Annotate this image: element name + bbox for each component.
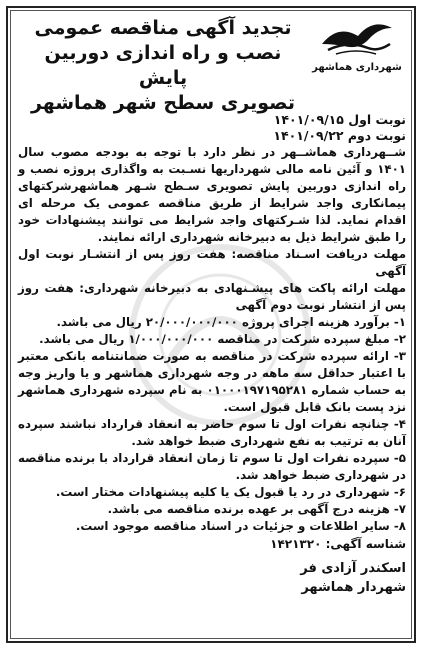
conditions-list [18, 314, 406, 535]
list-item: ۷- هزینه درج آگهی بر عهده برنده مناقصه می باشد. [107, 502, 406, 516]
title-line: تصویری سطح شهر هماشهر [30, 92, 295, 114]
list-item: ۶- شهرداری در رد یا قبول یک یا کلیه پیشنهادات مختار است. [55, 485, 406, 499]
notice-header [18, 14, 406, 114]
list-item: ۱- برآورد هزینه اجرای پروژه ۲۰/۰۰۰/۰۰۰/۰۰۰ ریال می باشد. [56, 315, 406, 329]
title-line: نصب و راه اندازی دوربین پایش [44, 42, 282, 89]
document-receipt-deadline: مهلت دریافت اسـناد مناقصه: هفت روز پس از انتشـار نوبت اول آگهی [18, 247, 406, 278]
notice-title [18, 14, 308, 116]
list-item: ۳- ارائه سپرده شرکت در مناقصه به صورت ضمانتنامه بانکی معتبر با اعتبار حداقل سه ماهه در وجه شهرداری هماشهر و یا واریز وجه به حساب شماره ۰۱۰۰۰۱۹۷۱۹۵۲۸۱ به نام سپرده شهرداری هماشهر نزد پست بانک قابل قبول است. [18, 349, 407, 414]
list-item: ۵- سپرده نفرات اول تا سوم تا زمان انعقاد قرارداد با برنده مناقصه در شهرداری ضبط خواهد شد. [18, 451, 406, 482]
notice-content [18, 14, 406, 597]
signatory-title: شهردار هماشهر [301, 580, 406, 595]
list-item: ۲- مبلغ سپرده شرکت در مناقصه ۱/۰۰۰/۰۰۰/۰۰۰ ریال می باشد. [39, 332, 406, 346]
ad-code: شناسه آگهی: ۱۴۲۱۳۲۰ [270, 537, 406, 551]
list-item: ۸- سایر اطلاعات و جزئیات در اسناد مناقصه موجود است. [75, 519, 406, 533]
publication-dates [18, 112, 406, 144]
logo-org-label: شهرداری هماشهر [312, 62, 402, 73]
signature-block [18, 559, 406, 597]
second-publication-date: نوبت دوم ۱۴۰۱/۰۹/۲۲ [273, 128, 406, 143]
signatory-name: اسکندر آزادی فر [300, 561, 406, 576]
municipality-logo [308, 14, 406, 94]
notice-intro: شــهرداری هماشــهر در نظر دارد با توجه به بودجه مصوب سال ۱۴۰۱ و آئین نامه مالی شهرداریها نسـبت به واگذاری پروژه نصب و راه اندازی دوربین پایش تصویری سـطح شـهر هماشهرشرکتهای پیمانکاری واجد شرایط از طریق مناقصه عمومی یک مرحله ای اقدام نماید. لذا شـرکتهای واجد شرایط می توانند پیشنهادات خود را طبق شرایط ذیل به دبیرخانه شهرداری ارائه نمایند. [18, 145, 406, 244]
title-line: تجدید آگهی مناقصه عمومی [34, 17, 292, 39]
proposal-submission-deadline: مهلت ارائه پاکت های پیشـنهادی به دبیرخانه شهرداری: هفت روز پس از انتشار نوبت دوم آگهی [18, 281, 406, 312]
list-item: ۴- چنانچه نفرات اول تا سوم حاضر به انعقاد قرارداد نباشند سپرده آنان به ترتیب به نفع شهرداری ضبط خواهد شد. [18, 417, 406, 448]
first-publication-date: نوبت اول ۱۴۰۱/۰۹/۱۵ [273, 112, 406, 127]
municipality-logo-icon [318, 14, 396, 60]
